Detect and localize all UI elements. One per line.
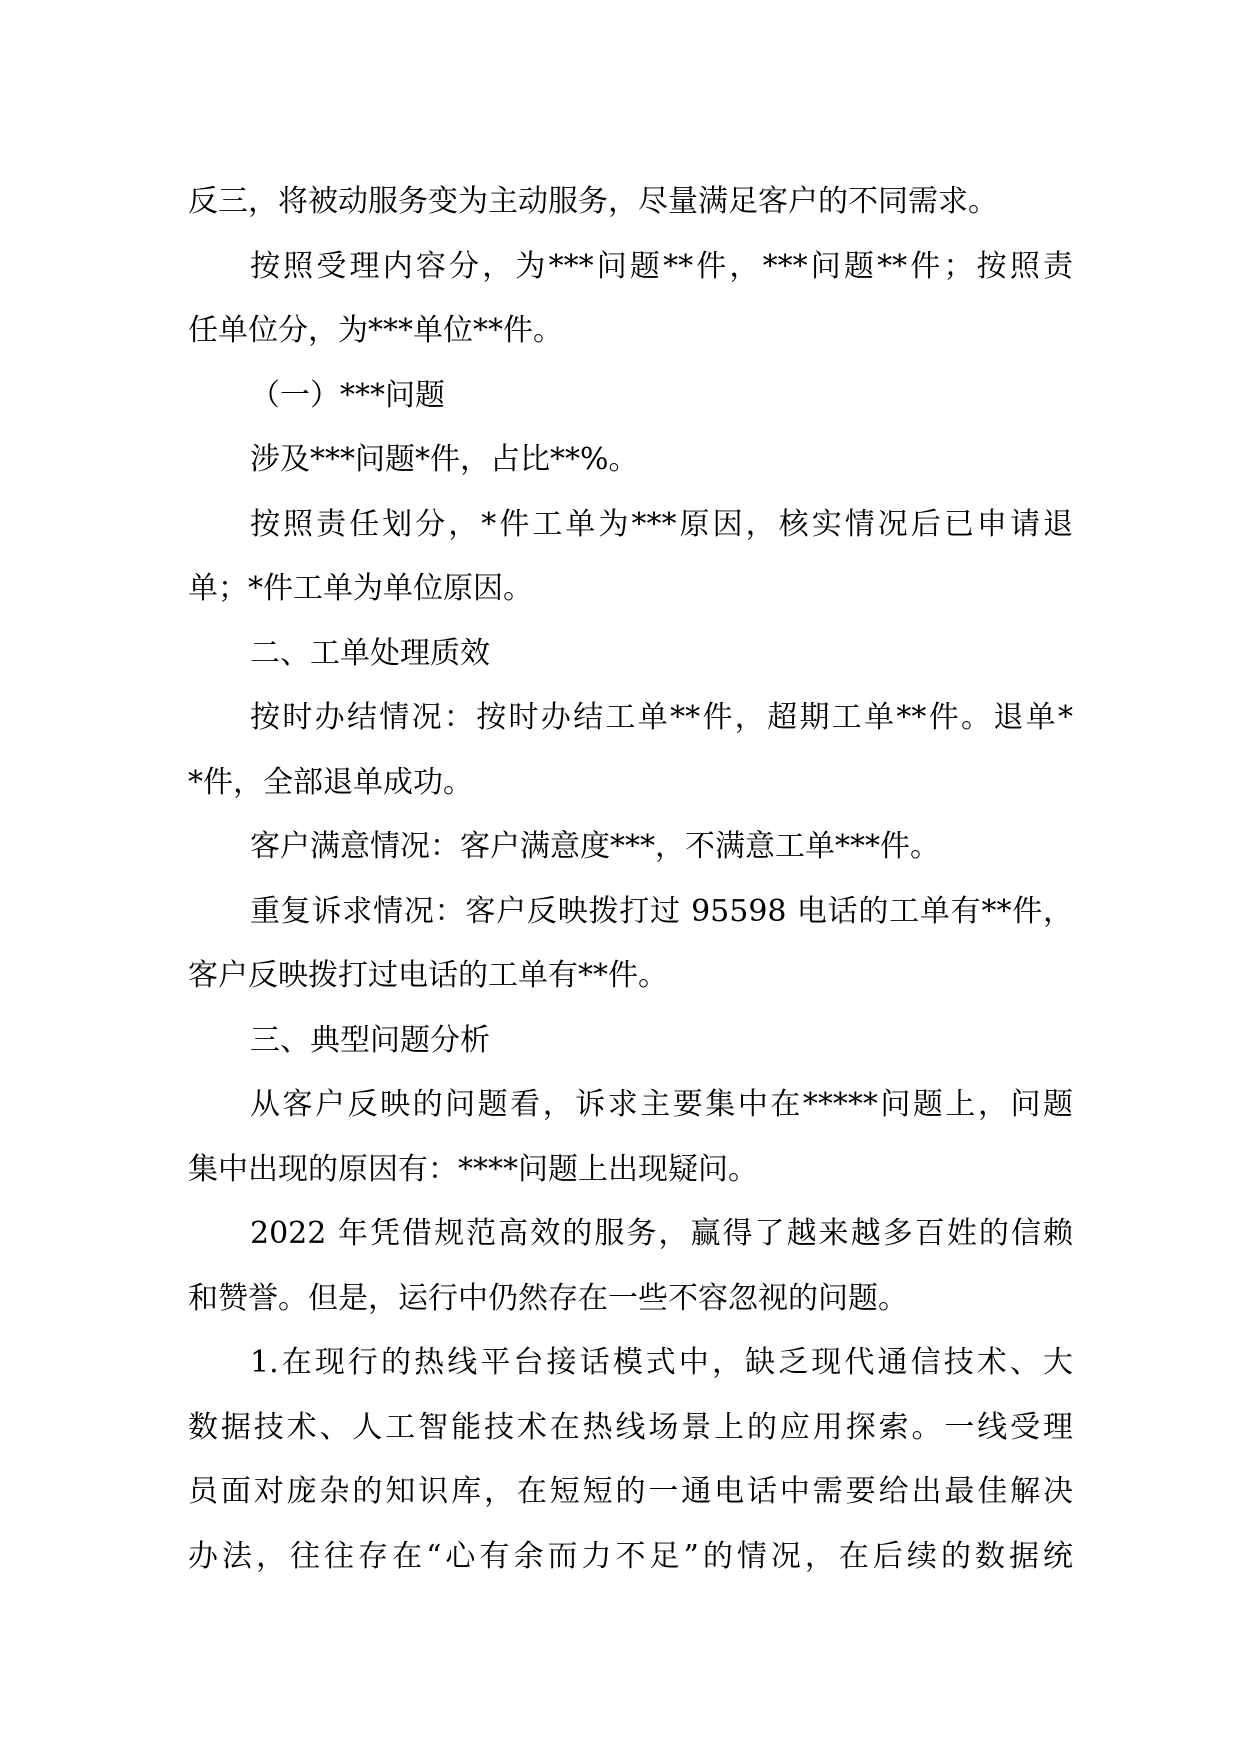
- text-line: 三、典型问题分析: [250, 1022, 490, 1058]
- text-line: 集中出现的原因有：****问题上出现疑问。: [188, 1151, 758, 1187]
- text-line: 和赞誉。但是，运行中仍然存在一些不容忽视的问题。: [188, 1280, 908, 1316]
- text-line: 办法，往往存在“心有余而力不足”的情况，在后续的数据统: [188, 1538, 1073, 1574]
- text-line: 重复诉求情况：客户反映拨打过 95598 电话的工单有**件，: [250, 893, 1073, 929]
- text-line: 客户满意情况：客户满意度***，不满意工单***件。: [250, 829, 940, 864]
- text-line: 按时办结情况：按时办结工单**件，超期工单**件。退单*: [250, 700, 1073, 735]
- text-line: 单；*件工单为单位原因。: [188, 571, 533, 606]
- text-line: *件，全部退单成功。: [188, 764, 473, 800]
- text-line: 按照受理内容分，为***问题**件，***问题**件；按照责: [250, 248, 1073, 284]
- text-line: 客户反映拨打过电话的工单有**件。: [188, 958, 668, 993]
- text-line: 数据技术、人工智能技术在热线场景上的应用探索。一线受理: [188, 1409, 1073, 1445]
- text-line: 1.在现行的热线平台接话模式中，缺乏现代通信技术、大: [250, 1345, 1073, 1380]
- text-line: 任单位分，为***单位**件。: [188, 313, 563, 348]
- text-line: 涉及***问题*件，占比**%。: [250, 442, 639, 477]
- text-line: 二、工单处理质效: [250, 635, 490, 671]
- text-line: 员面对庞杂的知识库，在短短的一通电话中需要给出最佳解决: [188, 1474, 1073, 1509]
- text-line: （一）***问题: [250, 377, 445, 413]
- text-line: 反三，将被动服务变为主动服务，尽量满足客户的不同需求。: [188, 184, 998, 219]
- text-line: 从客户反映的问题看，诉求主要集中在*****问题上，问题: [250, 1087, 1073, 1122]
- text-line: 2022 年凭借规范高效的服务，赢得了越来越多百姓的信赖: [250, 1216, 1073, 1251]
- document-body: [188, 170, 1073, 1589]
- text-line: 按照责任划分，*件工单为***原因，核实情况后已申请退: [250, 506, 1073, 542]
